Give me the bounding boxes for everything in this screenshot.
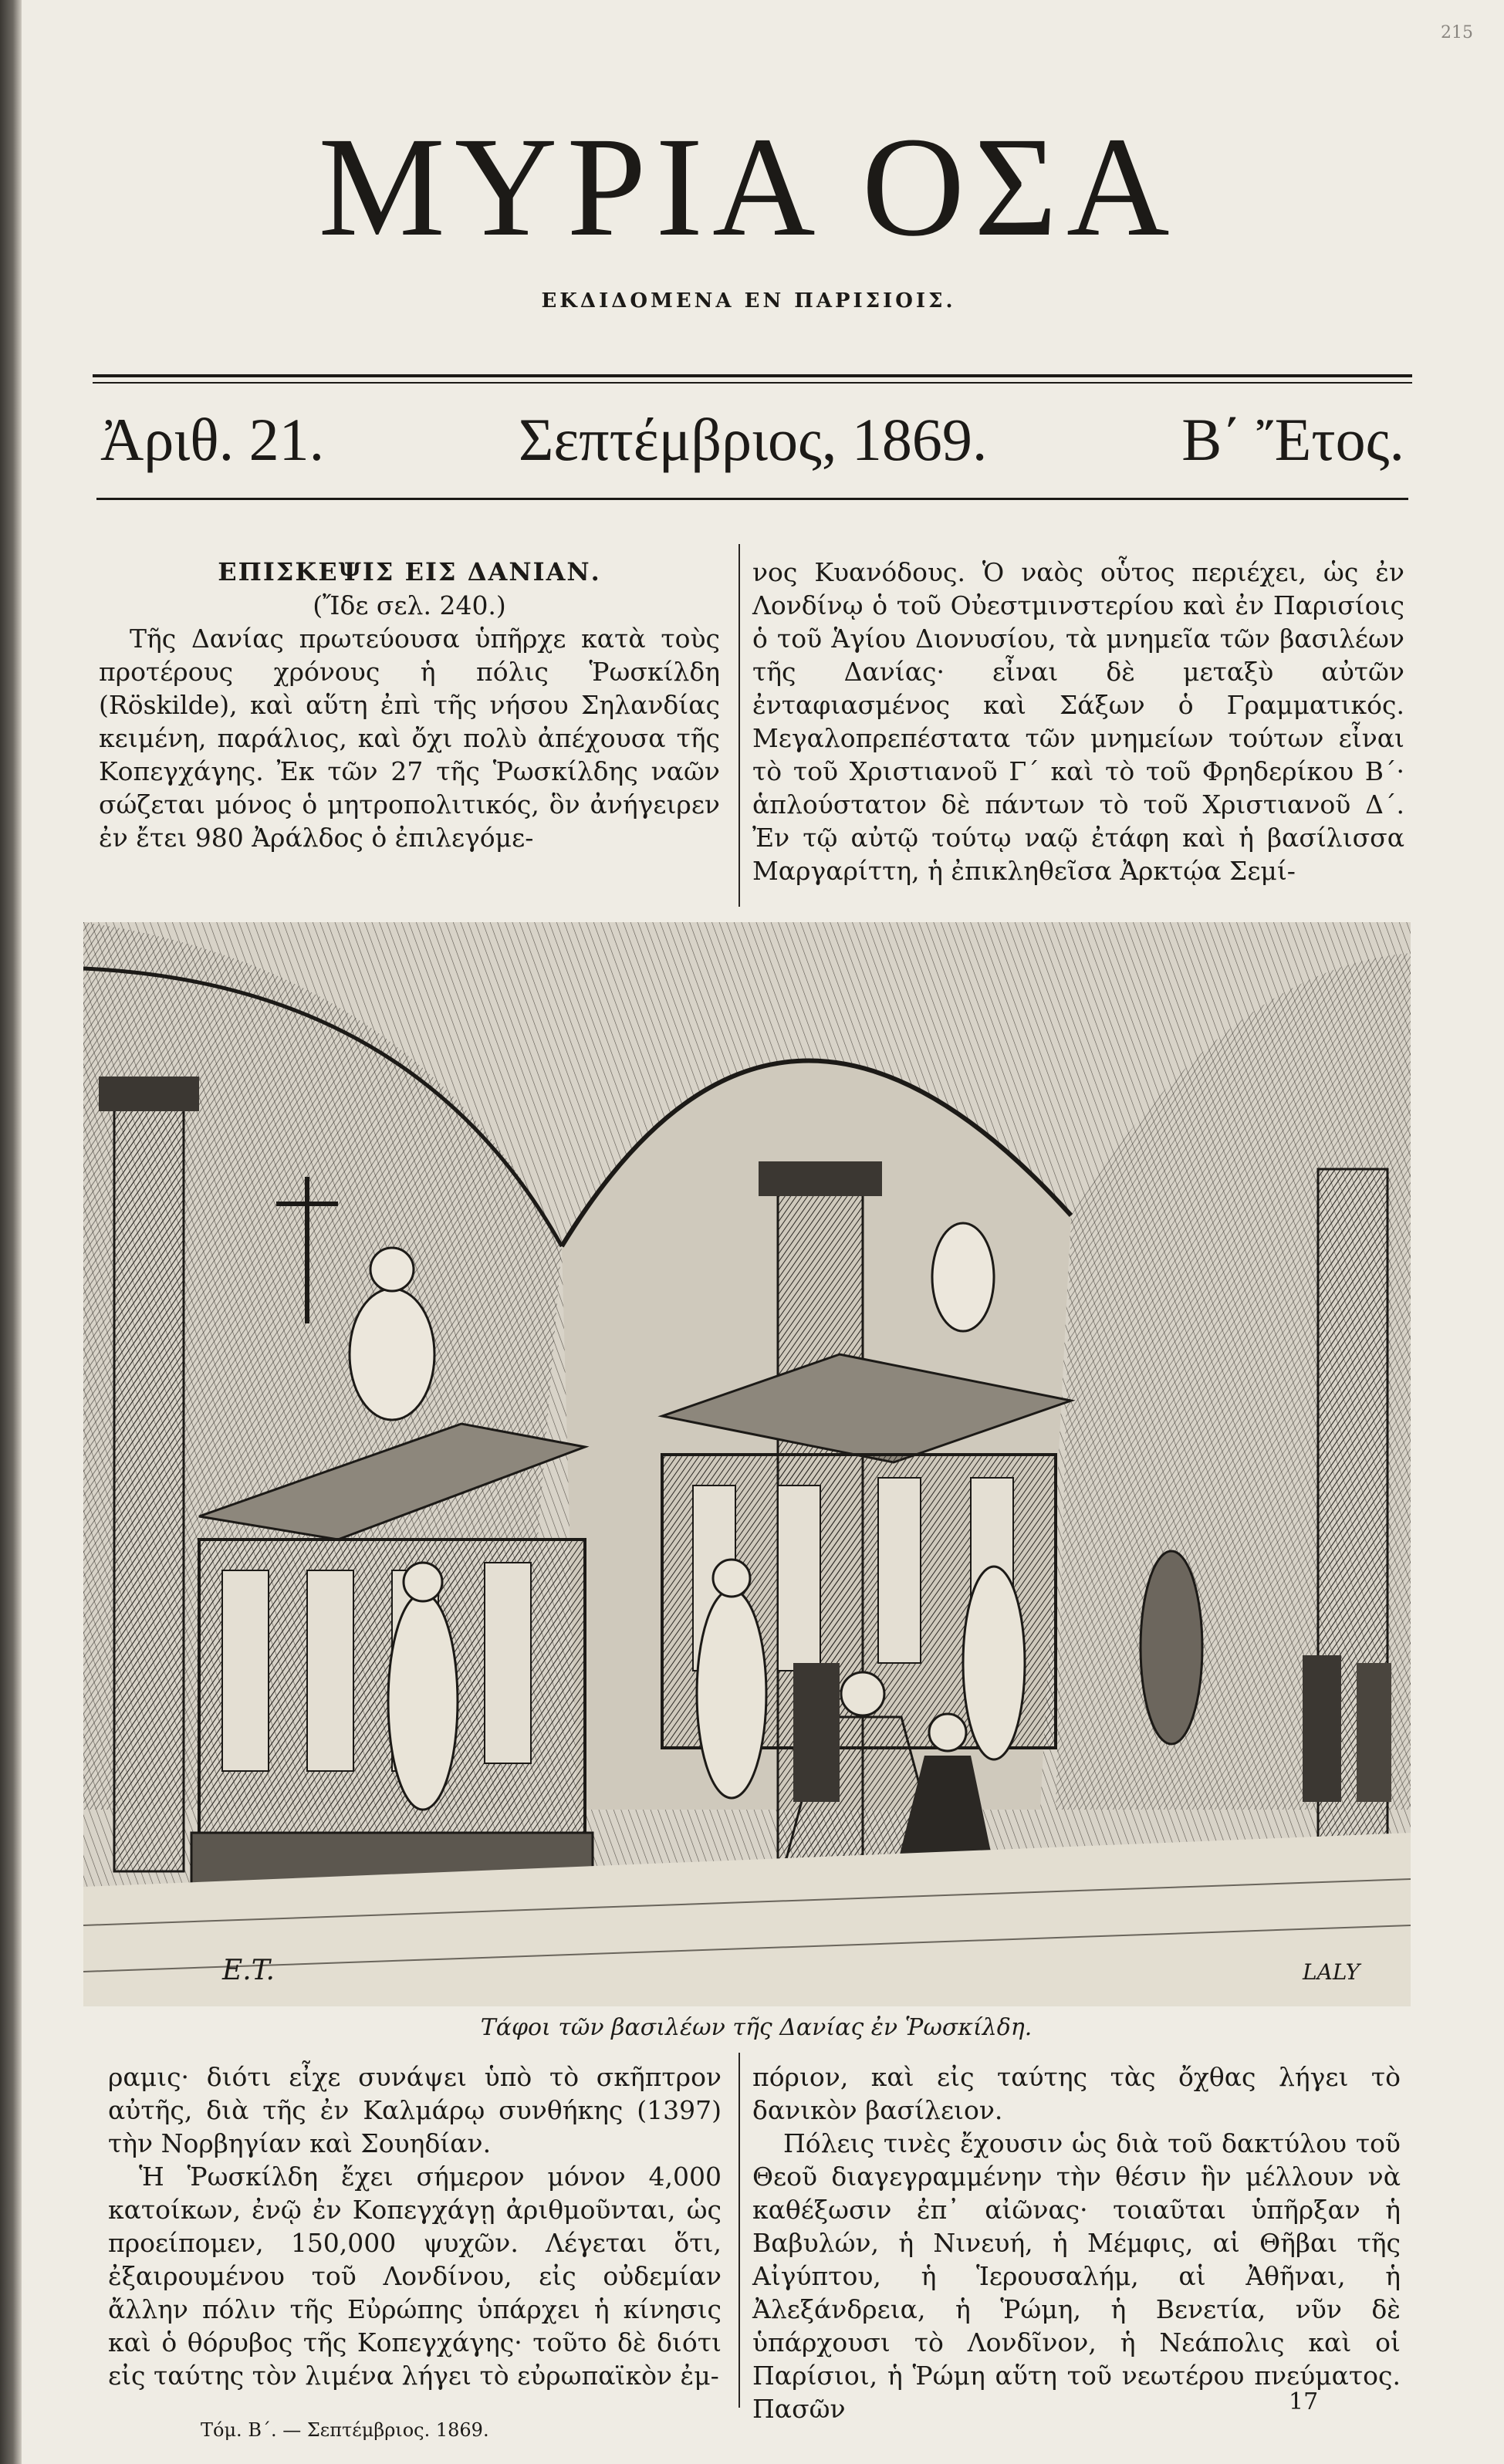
artist-signature: LALY — [1303, 1959, 1360, 1985]
article-paragraph: ραμις· διότι εἶχε συνάψει ὑπὸ τὸ σκῆπτρον αὐτῆς, διὰ τῆς ἐν Καλμάρῳ συνθήκης (1397) τὴν Νορβηγίαν καὶ Σουηδίαν. — [108, 2062, 722, 2158]
article-heading: ΕΠΙΣΚΕΨΙΣ ΕΙΣ ΔΑΝΙΑΝ. — [218, 557, 601, 586]
article-paragraph: νος Κυανόδους. Ὁ ναὸς οὗτος περιέχει, ὡς ἐν Λονδίνῳ ὁ τοῦ Οὐεστμινστερίου καὶ ἐν Παρισίοις ὁ τοῦ Ἁγίου Διονυσίου, τὰ μνημεῖα τῶν βασιλέων τῆς Δανίας· εἶναι δὲ μεταξὺ αὐτῶν ἐνταφιασμένος καὶ Σάξων ὁ Γραμματικός. Μεγαλοπρεπέστατα τῶν μνημείων τούτων εἶναι τὸ τοῦ Χριστιανοῦ Γ΄ καὶ τὸ τοῦ Φρηδερίκου Β΄· ἁπλούστατον δὲ πάντων τὸ τοῦ Χριστιανοῦ Δ΄. Ἐν τῷ αὐτῷ τούτῳ ναῷ ἐτάφη καὶ ἡ βασίλισσα Μαργαρίττη, ἡ ἐπικληθεῖσα Ἀρκτῴα Σεμί- — [752, 557, 1404, 886]
volume-footer: Τόμ. Β΄. — Σεπτέμβριος. 1869. — [201, 2419, 489, 2441]
newspaper-title: ΜΥΡΙΑ ΟΣΑ — [318, 108, 1179, 266]
article-column-left-bottom — [108, 2060, 722, 2392]
corner-page-number: 215 — [1441, 23, 1473, 42]
engraving-royal-tombs — [83, 922, 1411, 2006]
article-reference: (Ἴδε σελ. 240.) — [313, 590, 506, 620]
engraving-caption: Τάφοι τῶν βασιλέων τῆς Δανίας ἐν Ῥωσκίλδη. — [480, 2014, 1033, 2041]
engraver-signature: E.T. — [222, 1955, 275, 1986]
article-column-left-top — [99, 556, 720, 854]
article-paragraph: Τῆς Δανίας πρωτεύουσα ὑπῆρχε κατὰ τοὺς προτέρους χρόνους ἡ πόλις Ῥωσκίλδη (Röskilde), καὶ αὕτη ἐπὶ τῆς νήσου Σηλανδίας κειμένη, παράλιος, καὶ ὄχι πολὺ ἀπέχουσα τῆς Κοπεγχάγης. Ἐκ τῶν 27 τῆς Ῥωσκίλδης ναῶν σώζεται μόνος ὁ μητροπολιτικός, ὃν ἀνήγειρεν ἐν ἔτει 980 Ἀράλδος ὁ ἐπιλεγόμε- — [99, 624, 720, 853]
column-divider — [738, 2053, 740, 2408]
issue-rule — [96, 498, 1408, 500]
issue-year: Β΄ Ἔτος. — [1181, 406, 1404, 473]
masthead — [93, 108, 1404, 313]
column-divider — [738, 544, 740, 907]
article-paragraph: Πόλεις τινὲς ἔχουσιν ὡς διὰ τοῦ δακτύλου τοῦ Θεοῦ διαγεγραμμένην τὴν θέσιν ἣν μέλλουν νὰ καθέξωσιν ἐπ᾽ αἰῶνας· τοιαῦται ὑπῆρξαν ἡ Βαβυλών, ἡ Νινευή, ἡ Μέμφις, αἱ Θῆβαι τῆς Αἰγύπτου, ἡ Ἱερουσαλήμ, αἱ Ἀθῆναι, ἡ Ἀλεξάνδρεια, ἡ Ῥώμη, ἡ Βενετία, νῦν δὲ ὑπάρχουσι τὸ Λονδῖνον, ἡ Νεάπολις καὶ οἱ Παρίσιοι, ἡ Ῥώμη αὕτη τοῦ νεωτέρου πνεύματος. Πασῶν — [752, 2128, 1401, 2424]
article-paragraph: πόριον, καὶ εἰς ταύτης τὰς ὄχθας λήγει τὸ δανικὸν βασίλειον. — [752, 2062, 1401, 2125]
article-column-right-bottom — [752, 2060, 1401, 2425]
issue-number: Ἀριθ. 21. — [100, 406, 325, 473]
issue-line — [100, 405, 1404, 475]
book-binding-edge — [0, 0, 22, 2464]
newspaper-subtitle: ΕΚΔΙΔΟΜΕΝΑ ΕΝ ΠΑΡΙΣΙΟΙΣ. — [541, 289, 956, 313]
article-column-right-top — [752, 556, 1404, 887]
engraving-image — [83, 922, 1411, 2006]
article-paragraph: Ἡ Ῥωσκίλδη ἔχει σήμερον μόνον 4,000 κατοίκων, ἐνῷ ἐν Κοπεγχάγῃ ἀριθμοῦνται, ὡς προείπομεν, 150,000 ψυχῶν. Λέγεται ὅτι, ἐξαιρουμένου τοῦ Λονδίνου, εἰς οὐδεμίαν ἄλλην πόλιν τῆς Εὐρώπης ὑπάρχει ἡ κίνησις καὶ ὁ θόρυβος τῆς Κοπεγχάγης· τοῦτο δὲ διότι εἰς ταύτης τὸν λιμένα λήγει τὸ εὐρωπαϊκὸν ἐμ- — [108, 2161, 722, 2391]
page-number: 17 — [1289, 2388, 1319, 2415]
masthead-rule — [93, 374, 1412, 384]
issue-date: Σεπτέμβριος, 1869. — [518, 406, 988, 473]
